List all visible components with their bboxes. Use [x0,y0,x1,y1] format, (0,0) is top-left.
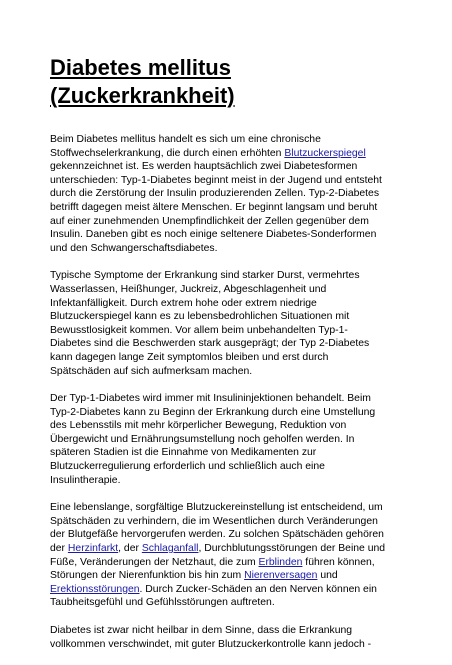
link-erblinden[interactable]: Erblinden [258,556,303,568]
text-line: Störungen der Nierenfunktion bis hin zum Nierenversagen und [50,570,338,582]
link-herzinfarkt[interactable]: Herzinfarkt [67,543,119,555]
link-nierenversagen[interactable]: Nierenversagen [244,570,318,582]
text-line: Der Typ-1-Diabetes wird immer mit Insulininjektionen behandelt. Beim [50,393,371,405]
paragraph [50,269,430,378]
text-line: Diabetes ist zwar nicht heilbar in dem Sinne, dass die Erkrankung [50,625,353,636]
text-line: Typische Symptome der Erkrankung sind starker Durst, vermehrtes [50,270,360,282]
text-line: Bewusstlosigkeit kommen. Vor allem beim unbehandelten Typ-1- [50,324,348,336]
text-line: Eine lebenslange, sorgfältige Blutzuckereinstellung ist entscheidend, um [50,502,383,514]
title-line-2: (Zuckerkrankheit) [50,83,235,108]
text-line: Spätschäden zu verhindern, die im Wesentlichen durch Veränderungen [50,515,378,527]
article-body [50,133,430,665]
text-line: Infektanfälligkeit. Durch extrem hohe oder extrem niedrige [50,297,317,309]
text-line: Insulintherapie. [50,474,121,486]
text-line: Spätschäden auf sich aufmerksam machen. [50,365,253,377]
text-line: unterschieden: Typ-1-Diabetes beginnt meist in der Jugend und entsteht [50,174,382,186]
title-line-1: Diabetes mellitus [50,55,231,80]
text-line: Wasserlassen, Heißhunger, Juckreiz, Abgeschlagenheit und [50,283,327,295]
paragraph [50,133,430,255]
text-line: durch die Zerstörung der Insulin produzierenden Zellen. Typ-2-Diabetes [50,188,380,200]
text-line: Erektionsstörungen. Durch Zucker-Schäden an den Nerven können ein [50,583,377,595]
text-line: Insulin. Daneben gibt es noch einige seltenere Diabetes-Sonderformen [50,229,377,241]
text-line: Blutzuckerspiegel kann es zu lebensbedrohlichen Situationen mit [50,311,350,323]
paragraph [50,392,430,487]
text-line: auf einer zunehmenden Unempfindlichkeit der Zellen gegenüber dem [50,215,369,227]
link-schlaganfall[interactable]: Schlaganfall [141,543,199,555]
paragraph [50,624,430,651]
text-line: Taubheitsgefühl und Gefühlsstörungen auftreten. [50,597,275,609]
text-line: und den Schwangerschaftsdiabetes. [50,242,218,254]
text-line: gekennzeichnet ist. Es werden hauptsächlich zwei Diabetesformen [50,161,358,173]
text-line: späteren Stadien ist die Einnahme von Medikamenten zur [50,447,317,459]
text-line: kann dagegen lange Zeit symptomlos bleiben und erst durch [50,351,329,363]
page-title [50,54,235,110]
text-line: der Herzinfarkt, der Schlaganfall, Durchblutungsstörungen der Beine und [50,543,386,555]
paragraph [50,501,430,610]
text-line: Typ-2-Diabetes kann zu Beginn der Erkrankung durch eine Umstellung [50,406,376,418]
text-line: der Blutgefäße hervorgerufen werden. Zu solchen Spätschäden gehören [50,529,384,541]
text-line: Stoffwechselerkrankung, die durch einen erhöhten Blutzuckerspiegel [50,147,366,159]
text-line: des Lebensstils mit mehr körperlicher Bewegung, Reduktion von [50,420,347,432]
text-line: Blutzuckerregulierung erforderlich und schließlich auch eine [50,461,325,473]
text-line: betrifft dagegen meist ältere Menschen. Er beginnt langsam und beruht [50,201,378,213]
link-erektionsstörungen[interactable]: Erektionsstörungen [50,583,140,595]
text-line: Füße, Veränderungen der Netzhaut, die zum Erblinden führen können, [50,556,375,568]
text-line: Beim Diabetes mellitus handelt es sich um eine chronische [50,134,321,145]
text-line: Übergewicht und Ernährungsumstellung noch geholfen werden. In [50,433,355,445]
link-blutzuckerspiegel[interactable]: Blutzuckerspiegel [284,147,366,159]
text-line: Diabetes sind die Beschwerden stark ausgeprägt; der Typ 2-Diabetes [50,338,370,350]
text-line: vollkommen verschwindet, mit guter Blutzuckerkontrolle kann jedoch - [50,638,372,650]
